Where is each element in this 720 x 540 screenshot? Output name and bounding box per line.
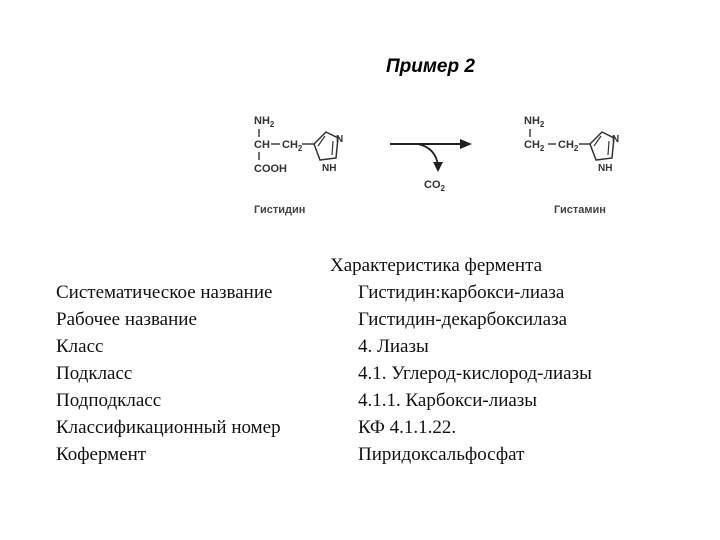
histidine-imidazole-ring [314, 132, 343, 174]
histamine-imidazole-ring [590, 132, 619, 174]
histamine-ch2a-subscript: 2 [539, 144, 545, 153]
histamine-ring-nh-label: NH [598, 163, 613, 174]
row-label-sub-subclass: Подподкласс [56, 390, 162, 411]
row-label-working-name: Рабочее название [56, 309, 197, 330]
svg-text:CH2 [282, 139, 303, 153]
histidine-ch2-subscript: 2 [297, 144, 303, 153]
row-label-coenzyme: Кофермент [56, 444, 147, 465]
svg-text:CO2 [424, 179, 446, 193]
row-value-sub-subclass: 4.1.1. Карбокси-лиазы [358, 390, 538, 411]
histidine-caption: Гистидин [254, 204, 306, 216]
row-value-coenzyme: Пиридоксальфосфат [358, 444, 525, 465]
histidine-ch-label: CH [254, 139, 270, 151]
histidine-cooh-label: COOH [254, 163, 287, 175]
histidine-nh2-label: NH [254, 115, 270, 127]
svg-text:CH2 [524, 139, 545, 153]
svg-text:NH2 [254, 115, 275, 129]
co2-label: CO [424, 179, 441, 191]
histidine-structure [254, 115, 343, 216]
enzyme-characteristics-header: Характеристика фермента [330, 255, 543, 276]
histamine-nh2-subscript: 2 [539, 120, 545, 129]
row-label-subclass: Подкласс [56, 363, 133, 384]
decarboxylation-curved-arrow [418, 144, 443, 172]
histidine-ring-nh-label: NH [322, 163, 337, 174]
co2-subscript: 2 [440, 184, 445, 193]
svg-text:CH2 [558, 139, 579, 153]
histamine-ch2a-label: CH [524, 139, 540, 151]
histidine-ch2-label: CH [282, 139, 298, 151]
svg-text:NH2 [524, 115, 545, 129]
histamine-ring-n-label: N [612, 134, 620, 145]
row-value-systematic-name: Гистидин:карбокси-лиаза [358, 282, 565, 303]
histamine-ch2b-subscript: 2 [573, 144, 579, 153]
histamine-ch2b-label: CH [558, 139, 574, 151]
row-value-working-name: Гистидин-декарбоксилаза [358, 309, 568, 330]
row-value-subclass: 4.1. Углерод-кислород-лиазы [358, 363, 592, 384]
row-label-class: Класс [56, 336, 104, 357]
slide-title: Пример 2 [386, 56, 475, 77]
histamine-structure [524, 115, 619, 216]
row-value-class: 4. Лиазы [358, 336, 429, 357]
reaction-arrow [390, 139, 472, 149]
row-value-classification-number: КФ 4.1.1.22. [358, 417, 457, 438]
histidine-ring-n-label: N [336, 134, 344, 145]
histamine-nh2-label: NH [524, 115, 540, 127]
histidine-nh2-subscript: 2 [269, 120, 275, 129]
histamine-caption: Гистамин [554, 204, 606, 216]
reaction-scheme [240, 100, 630, 225]
row-label-systematic-name: Систематическое название [56, 282, 273, 303]
row-label-classification-number: Классификационный номер [56, 417, 281, 438]
